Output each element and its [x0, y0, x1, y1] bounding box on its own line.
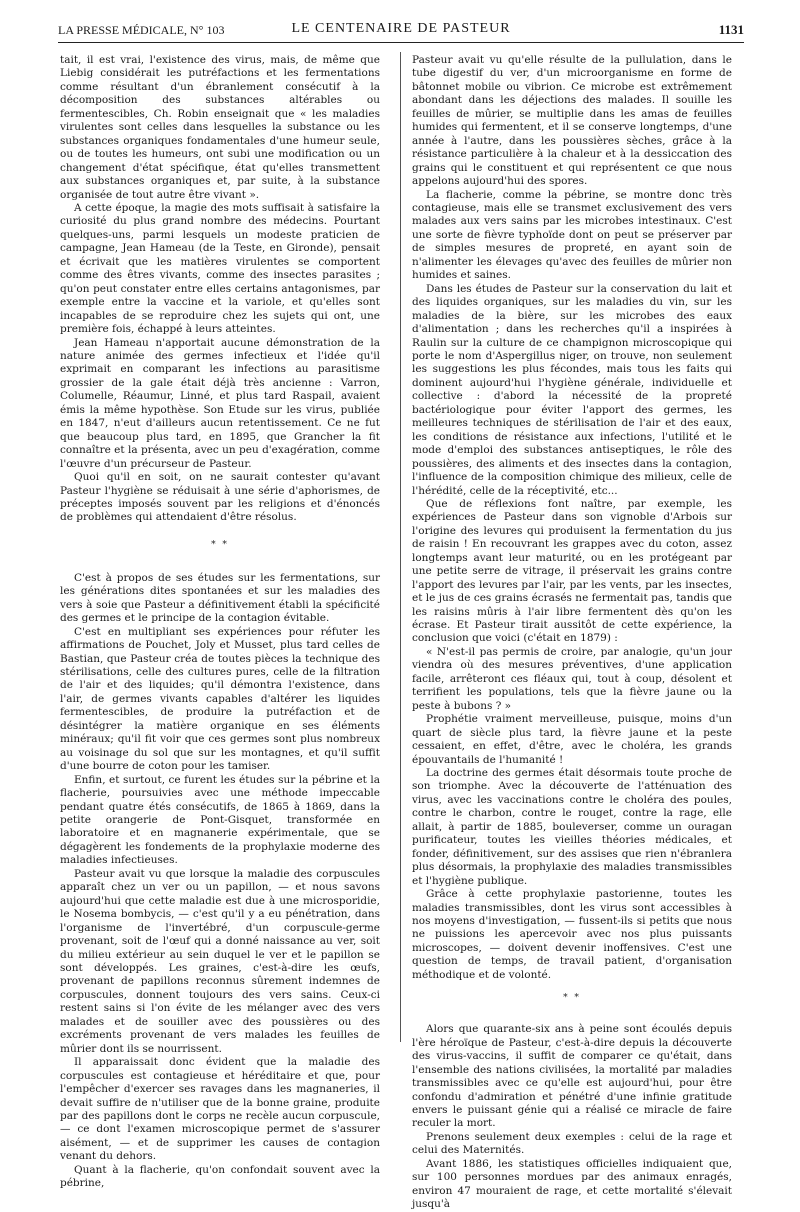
column-divider	[400, 52, 401, 1042]
paragraph: Il apparaissait donc évident que la maladie des corpuscules est contagieuse et héréditaire et que, pour l'empêcher d'exercer ses ravages dans les magnaneries, il devait suffire de n'utiliser que de la bonne graine, produite par des papillons dont le corps ne recèle aucun corpuscule, — ce dont l'examen microscopique permet de s'assurer aisément, — et de supprimer les causes de contagion venant du dehors.	[60, 1056, 380, 1163]
paragraph: C'est à propos de ses études sur les fermentations, sur les générations dites spontanées et sur les maladies des vers à soie que Pasteur a définitivement établi la spécificité des germes et le principe de la contagion évitable.	[60, 571, 380, 625]
paragraph: Grâce à cette prophylaxie pastorienne, toutes les maladies transmissibles, dont les virus sont accessibles à nos moyens d'investigation, — fussent-ils si petits que nous ne puissions les apercevoir avec nos plus puissants microscopes, — doivent devenir inoffensives. C'est une question de temps, de travail patient, d'organisation méthodique et de volonté.	[412, 888, 732, 981]
left-column	[60, 54, 380, 1191]
paragraph: Alors que quarante-six ans à peine sont écoulés depuis l'ère héroïque de Pasteur, c'est-à-dire depuis la découverte des virus-vaccins, il suffit de comparer ce qu'était, dans l'ensemble des nations civilisées, la mortalité par maladies transmissibles avec ce qu'elle est aujourd'hui, pour être confondu d'admiration et pénétré d'une infinie gratitude envers le puissant génie qui a réalisé ce miracle de faire reculer la mort.	[412, 1023, 732, 1130]
paragraph: C'est en multipliant ses expériences pour réfuter les affirmations de Pouchet, Joly et Musset, plus tard celles de Bastian, que Pasteur créa de toutes pièces la technique des stérilisations, celle des cultures pures, celle de la filtration de l'air et des liquides; qu'il démontra l'existence, dans l'air, de germes vivants capables d'altérer les liquides fermentescibles, de produire la putréfaction et de désintégrer la matière organique en ses éléments minéraux; qu'il fit voir que ces germes sont plus nombreux au voisinage du sol que sur les montagnes, et qu'il suffit d'une bourre de coton pour les tamiser.	[60, 625, 380, 773]
paragraph: Que de réflexions font naître, par exemple, les expériences de Pasteur dans son vignoble d'Arbois sur l'origine des levures qui produisent la fermentation du jus de raisin ! En recouvrant les grappes avec du coton, assez longtemps avant leur maturité, ou en les protégeant par une petite serre de vitrage, il préservait les grains contre l'apport des levures par l'air, par les vents, par les insectes, et le jus de ces grains écrasés ne fermentait pas, tandis que les raisins mûris à l'air libre fermentent dès qu'on les écrase. Et Pasteur tirait aussitôt de cette expérience, la conclusion que voici (c'était en 1879) :	[412, 497, 732, 645]
paragraph: Jean Hameau n'apportait aucune démonstration de la nature animée des germes infectieux et l'idée qu'il exprimait en comparant les infections au parasitisme grossier de la gale était déjà très ancienne : Varron, Columelle, Réaumur, Linné, et plus tard Raspail, avaient émis la même hypothèse. Son Etude sur les virus, publiée en 1847, n'eut d'ailleurs aucun retentissement. Ce ne fut que beaucoup plus tard, en 1895, que Grancher la fit connaître et la présenta, avec un peu d'exagération, comme l'œuvre d'un précurseur de Pasteur.	[60, 336, 380, 470]
quotation: « N'est-il pas permis de croire, par analogie, qu'un jour viendra où des mesures préventives, d'une application facile, arrêteront ces fléaux qui, tout à coup, désolent et terrifient les populations, tels que la fièvre jaune ou la peste à bubons ? »	[412, 645, 732, 712]
journal-title: LA PRESSE MÉDICALE, N° 103	[58, 23, 225, 37]
paragraph: Pasteur avait vu qu'elle résulte de la pullulation, dans le tube digestif du ver, d'un microorganisme en forme de bâtonnet mobile ou vibrion. Ce microbe est extrêmement abondant dans les déjections des malades. Il souille les feuilles de mûrier, se multiplie dans les amas de feuilles humides qui fermentent, et il se conserve longtemps, d'une année à l'autre, dans les poussières sèches, grâce à la résistance particulière à la chaleur et à la dessiccation des grains qui le constituent et qui représentent ce que nous appelons aujourd'hui des spores.	[412, 54, 732, 188]
paragraph: La doctrine des germes était désormais toute proche de son triomphe. Avec la découverte de l'atténuation des virus, avec les vaccinations contre le choléra des poules, contre le charbon, contre le rouget, contre la rage, elle allait, à partir de 1885, bouleverser, comme un ouragan purificateur, toutes les vieilles théories médicales, et fonder, définitivement, sur des assises que rien n'ébranlera plus désormais, la prophylaxie des maladies transmissibles et l'hygiène publique.	[412, 767, 732, 887]
paragraph: La flacherie, comme la pébrine, se montre donc très contagieuse, mais elle se transmet exclusivement des vers malades aux vers sains par les microbes intestinaux. C'est une sorte de fièvre typhoïde dont on peut se préserver par de simples mesures de propreté, en ayant soin de n'alimenter les élevages qu'avec des feuilles de mûrier non humides et saines.	[412, 188, 732, 282]
running-header	[58, 20, 744, 43]
paragraph: Quant à la flacherie, qu'on confondait souvent avec la pébrine,	[60, 1163, 380, 1190]
section-separator	[412, 994, 732, 1003]
separator-stars: * *	[563, 993, 581, 1004]
paragraph: Prenons seulement deux exemples : celui de la rage et celui des Maternités.	[412, 1130, 732, 1157]
paragraph: Pasteur avait vu que lorsque la maladie des corpuscules apparaît chez un ver ou un papillon, — et nous savons aujourd'hui que cette maladie est due à une microsporidie, le Nosema bombycis, — c'est qu'il y a eu pénétration, dans l'organisme de l'invertébré, d'un corpuscule-germe provenant, soit de l'œuf qui a donné naissance au ver, soit du milieu extérieur au sein duquel le ver et le papillon se sont développés. Les graines, c'est-à-dire les œufs, provenant de papillons reconnus sûrement indemnes de corpuscules, donnent toujours des vers sains. Ceux-ci restent sains si l'on évite de les mélanger avec des vers malades et de souiller avec des poussières ou des excréments provenant de vers malades les feuilles de mûrier dont ils se nourrissent.	[60, 867, 380, 1055]
section-title: LE CENTENAIRE DE PASTEUR	[291, 21, 511, 36]
page-number: 1131	[718, 22, 744, 37]
paragraph: Avant 1886, les statistiques officielles indiquaient que, sur 100 personnes mordues par des animaux enragés, environ 47 mouraient de rage, et cette mortalité s'élevait jusqu'à	[412, 1157, 732, 1211]
paragraph: tait, il est vrai, l'existence des virus, mais, de même que Liebig considérait les putréfactions et les fermentations comme résultant d'un ébranlement consécutif à la décomposition des substances altérables ou fermentescibles, Ch. Robin enseignait que « les maladies virulentes sont celles dans lesquelles la substance ou les substances organiques fondamentales d'une humeur seule, ou de toutes les humeurs, ont subi une modification ou un changement d'état spécifique, état qu'elles transmettent aux substances organiques et, par suite, à la substance organisée de tout autre être vivant ».	[60, 54, 380, 201]
right-column	[412, 54, 732, 1212]
section-separator	[60, 541, 380, 550]
paragraph: Dans les études de Pasteur sur la conservation du lait et des liquides organiques, sur les maladies du vin, sur les maladies de la bière, sur les microbes des eaux d'alimentation ; dans les recherches qu'il a inspirées à Raulin sur la culture de ce champignon microscopique qui porte le nom d'Aspergillus niger, on trouve, non seulement les suggestions les plus fécondes, mais tous les faits qui dominent aujourd'hui l'hygiène générale, individuelle et collective : d'abord la nécessité de la propreté bactériologique pour éviter l'apport des germes, les meilleures techniques de stérilisation de l'air et des eaux, les conditions de résistance aux infections, l'utilité et le mode d'emploi des substances antiseptiques, le rôle des poussières, des aliments et des insectes dans la contagion, l'influence de la composition chimique des milieux, celle de l'hérédité, celle de la réceptivité, etc...	[412, 282, 732, 497]
paragraph: Quoi qu'il en soit, on ne saurait contester qu'avant Pasteur l'hygiène se réduisait à une série d'aphorismes, de préceptes imposés souvent par les religions et d'énoncés de problèmes qui attendaient d'être résolus.	[60, 471, 380, 524]
paragraph: Prophétie vraiment merveilleuse, puisque, moins d'un quart de siècle plus tard, la fièvre jaune et la peste cessaient, en effet, d'être, avec le choléra, les grands épouvantails de l'humanité !	[412, 713, 732, 766]
paragraph: Enfin, et surtout, ce furent les études sur la pébrine et la flacherie, poursuivies avec une méthode impeccable pendant quatre étés consécutifs, de 1865 à 1869, dans la petite orangerie de Pont-Gisquet, transformée en laboratoire et en magnanerie expérimentale, que se dégagèrent les fondements de la prophylaxie moderne des maladies infectieuses.	[60, 773, 380, 867]
paragraph: A cette époque, la magie des mots suffisait à satisfaire la curiosité du plus grand nombre des médecins. Pourtant quelques-uns, parmi lesquels un modeste praticien de campagne, Jean Hameau (de la Teste, en Gironde), pensait et écrivait que les matières virulentes se comportent comme des êtres vivants, comme des insectes parasites ; qu'on peut constater entre elles certains antagonismes, par exemple entre la vaccine et la variole, et qu'elles sont incapables de se reproduire chez les sujets qui ont, une première fois, échappé à leurs atteintes.	[60, 201, 380, 336]
separator-stars: * *	[211, 539, 229, 550]
